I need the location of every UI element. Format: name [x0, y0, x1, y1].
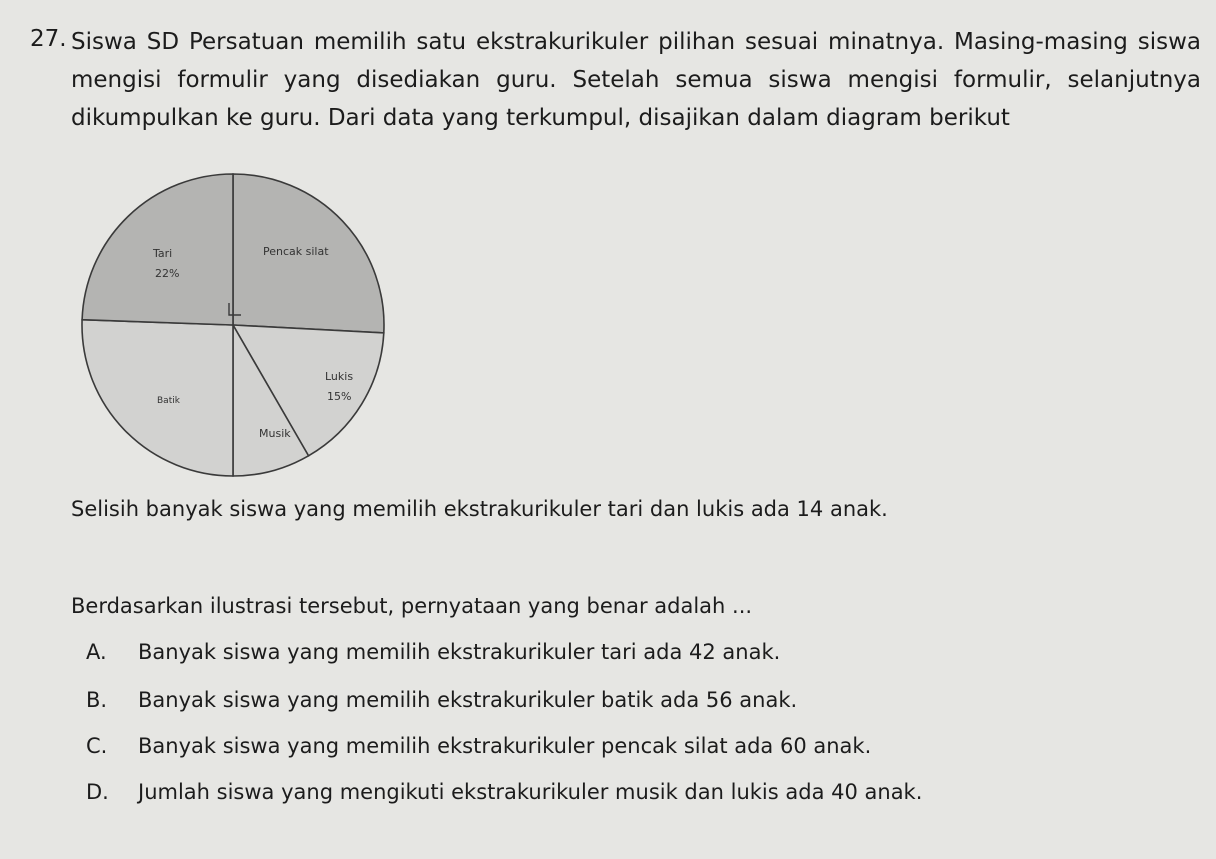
stem-line-2: mengisi formulir yang disediakan guru. Setelah semua siswa mengisi formulir, selanjutnya — [71, 67, 1201, 93]
option-text: Banyak siswa yang memilih ekstrakurikuler tari ada 42 anak. — [138, 640, 781, 664]
option-text: Banyak siswa yang memilih ekstrakurikuler pencak silat ada 60 anak. — [138, 734, 872, 758]
option-letter: D. — [86, 780, 109, 804]
pie-percent-tari: 22% — [155, 267, 180, 280]
question-prompt: Berdasarkan ilustrasi tersebut, pernyataan yang benar adalah ... — [71, 594, 753, 618]
stem-line-1: Siswa SD Persatuan memilih satu ekstrakurikuler pilihan sesuai minatnya. Masing-masing siswa — [71, 29, 1201, 55]
stem-line-3: dikumpulkan ke guru. Dari data yang terkumpul, disajikan dalam diagram berikut — [71, 105, 1010, 131]
option-letter: A. — [86, 640, 107, 664]
option-letter: C. — [86, 734, 108, 758]
pie-label-batik: Batik — [157, 396, 180, 406]
pie-label-lukis: Lukis — [325, 370, 354, 383]
option-d[interactable] — [86, 780, 922, 804]
info-statement: Selisih banyak siswa yang memilih ekstrakurikuler tari dan lukis ada 14 anak. — [71, 497, 888, 521]
option-letter: B. — [86, 688, 108, 712]
question-stem — [71, 23, 1201, 137]
option-b[interactable] — [86, 688, 797, 712]
question-number: 27. — [30, 26, 67, 52]
pie-label-musik: Musik — [259, 427, 291, 440]
pie-label-tari: Tari — [153, 247, 173, 260]
option-text: Jumlah siswa yang mengikuti ekstrakurikuler musik dan lukis ada 40 anak. — [138, 780, 923, 804]
option-c[interactable] — [86, 734, 871, 758]
pie-percent-lukis: 15% — [327, 390, 352, 403]
option-text: Banyak siswa yang memilih ekstrakurikuler batik ada 56 anak. — [138, 688, 798, 712]
option-a[interactable] — [86, 640, 780, 664]
pie-chart — [75, 170, 391, 480]
pie-label-pencak-silat: Pencak silat — [263, 245, 329, 258]
